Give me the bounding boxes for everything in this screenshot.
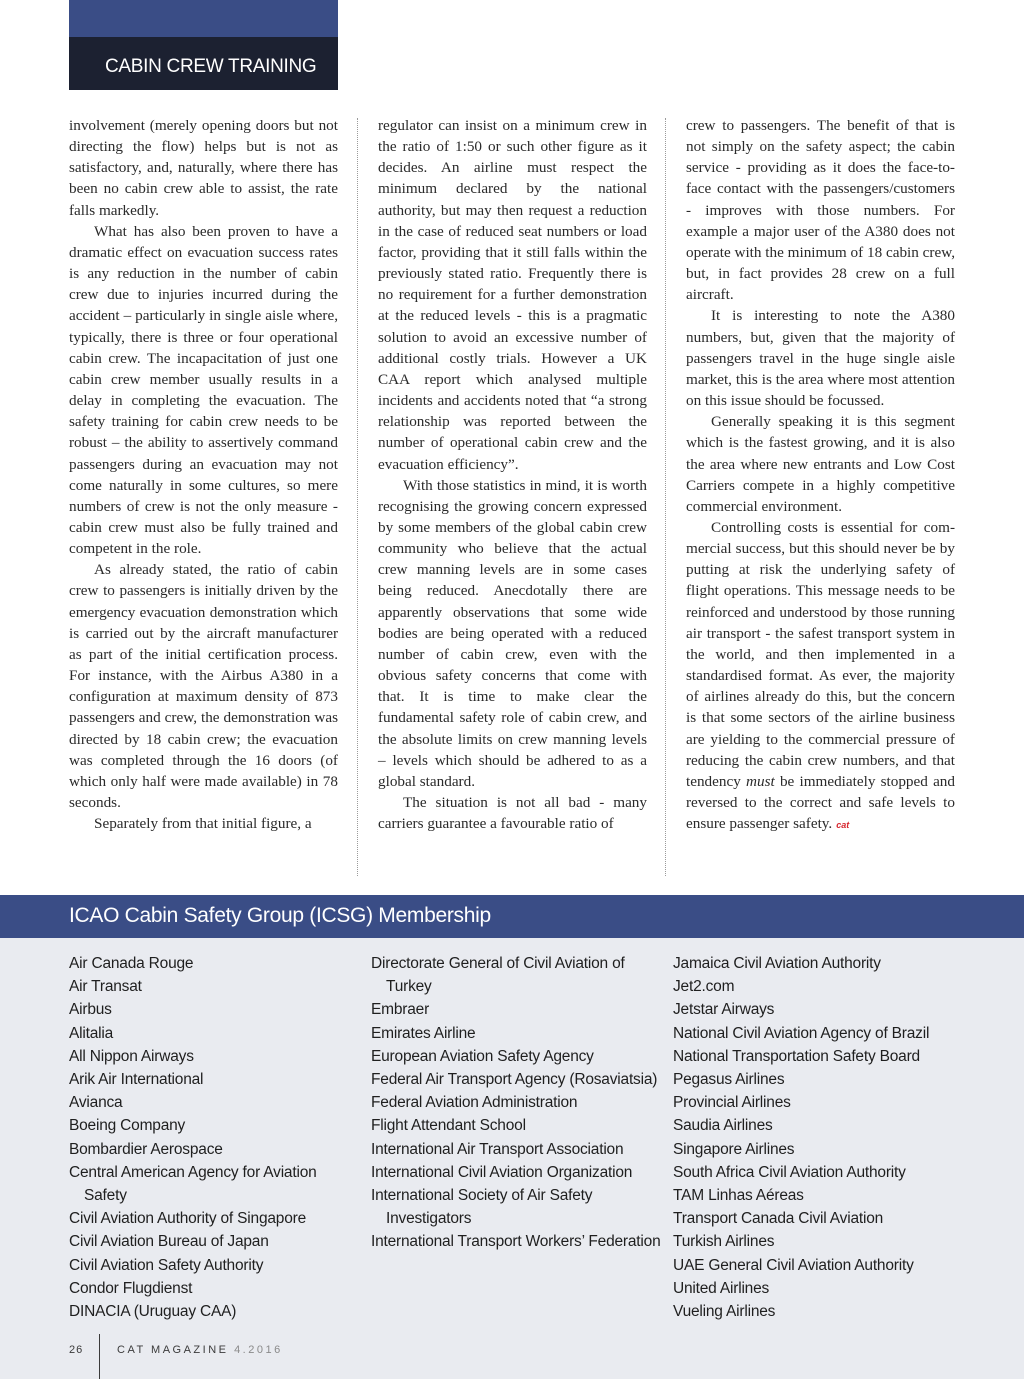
page-number: 26 <box>69 1344 84 1356</box>
list-item: Turkish Airlines <box>673 1233 775 1251</box>
membership-header <box>0 895 1024 938</box>
paragraph: crew to passengers. The benefit of that is not simply on the safety aspect; the cabin service - providing as it does the face-to-face contact with the passengers/customers - improves with those numbers. For example a major user of the A380 does not operate with the minimum of 18 cabin crew, but, in fact provides 28 crew on a full aircraft. <box>686 117 955 304</box>
list-item: Civil Aviation Safety Authority <box>69 1256 264 1274</box>
list-item: International Transport Workers’ Federation <box>371 1233 661 1251</box>
list-item: Provincial Airlines <box>673 1094 791 1112</box>
list-item: DINACIA (Uruguay CAA) <box>69 1303 237 1321</box>
list-item: Federal Aviation Administration <box>371 1094 578 1112</box>
list-item: Airbus <box>69 1001 112 1019</box>
list-item: Emirates Airline <box>371 1024 476 1042</box>
column-divider <box>665 118 666 876</box>
paragraph: The situation is not all bad - many carriers guarantee a favourable ratio of <box>378 794 647 833</box>
list-item: All Nippon Airways <box>69 1047 194 1065</box>
list-item: Alitalia <box>69 1024 114 1042</box>
list-item: Jamaica Civil Aviation Authority <box>673 955 881 972</box>
membership-title: ICAO Cabin Safety Group (ICSG) Membership <box>69 904 491 927</box>
list-item: Bombardier Aerospace <box>69 1140 223 1158</box>
list-item: Directorate General of Civil Aviation of Turkey <box>371 955 625 996</box>
membership-box <box>0 895 1024 1379</box>
membership-list-2 <box>371 952 661 1254</box>
list-item: Saudia Airlines <box>673 1117 773 1135</box>
list-item: Air Transat <box>69 978 142 996</box>
magazine-footer <box>117 1344 283 1356</box>
paragraph: Generally speaking it is this segment which is the fastest growing, and it is also the area where new entrants and Low Cost Carriers compete in a highly competitive commercial environment. <box>686 413 955 515</box>
paragraph: Separately from that initial figure, a <box>94 815 312 833</box>
emphasis-text: must <box>746 772 775 790</box>
list-item: Condor Flugdienst <box>69 1279 193 1297</box>
article-column-2 <box>378 115 647 834</box>
list-item: Jet2.com <box>673 978 735 996</box>
list-item: Embraer <box>371 1001 430 1019</box>
section-title: CABIN CREW TRAINING <box>105 56 317 77</box>
list-item: Central American Agency for Aviation Safety <box>69 1163 317 1205</box>
paragraph <box>686 517 955 836</box>
article-column-3 <box>686 115 955 836</box>
list-item: Jetstar Airways <box>673 1001 775 1019</box>
paragraph-text: Controlling costs is essential for commercial success, but this should never be by putting at risk the underlying safety of flight operations. This message needs to be reinforced and understood by those running air transport - the safest transport system in the world, and then implemented in a standardised format. As ever, the majority of airlines already do this, but the concern is that some sectors of the airline business are yielding to the commercial pressure of reducing the cabin crew numbers, and that tendency <box>686 518 955 790</box>
list-item: International Air Transport Association <box>371 1140 624 1158</box>
footer-divider <box>99 1334 100 1379</box>
list-item: Air Canada Rouge <box>69 955 194 972</box>
issue-number: 4.2016 <box>234 1344 283 1356</box>
section-header <box>69 0 338 90</box>
list-item: Avianca <box>69 1094 123 1112</box>
column-divider <box>357 118 358 876</box>
list-item: International Civil Aviation Organization <box>371 1163 633 1181</box>
paragraph: regulator can insist on a minimum crew in the ratio of 1:50 or such other figure as it decides. An airline must respect the minimum declared by the national authority, but may then request a reduction in the case of reduced seat numbers or load factor, providing that it still falls within the previously stated ratio. Frequently there is no requirement for a further demonstration at the reduced levels - this is a pragmatic solution to avoid an excessive number of additional costly trials. However a UK CAA report which analysed multiple incidents and accidents noted that “a strong relationship was reported between the number of operational cabin crew and the evacuation efficiency”. <box>378 117 647 473</box>
list-item: Federal Air Transport Agency (Rosaviatsia) <box>371 1071 658 1089</box>
paragraph: What has also been proven to have a dramatic effect on evacuation success rates is any reduction in the number of cabin crew due to injuries incurred during the accident – particularly in single aisle where, typically, there is three or four operational cabin crew. The incapacitation of just one cabin crew member usually results in a delay in completing the evacuation. The safety training for cabin crew needs to be robust – the ability to assertively command passengers during an evacuation may not come naturally in some cultures, so mere numbers of crew is not the only measure - cabin crew must also be fully trained and competent in the role. <box>69 222 338 558</box>
list-item: European Aviation Safety Agency <box>371 1047 594 1065</box>
paragraph-tail: be immediately stopped and reversed to the correct and safe levels to ensure passenger safety. <box>686 772 955 833</box>
list-item: Pegasus Airlines <box>673 1071 785 1089</box>
list-item: National Civil Aviation Agency of Brazil <box>673 1024 930 1042</box>
membership-list-3 <box>673 952 973 1323</box>
list-item: TAM Linhas Aéreas <box>673 1187 804 1205</box>
list-item: International Society of Air Safety Investigators <box>371 1187 593 1228</box>
list-item: Vueling Airlines <box>673 1303 776 1321</box>
paragraph: It is interesting to note the A380 numbers, but, given that the majority of passengers travel in the huge single aisle market, this is the area where most attention on this issue should be focussed. <box>686 307 955 410</box>
list-item: UAE General Civil Aviation Authority <box>673 1256 914 1274</box>
list-item: Flight Attendant School <box>371 1117 526 1135</box>
magazine-name: CAT MAGAZINE <box>117 1344 229 1356</box>
list-item: Boeing Company <box>69 1117 186 1135</box>
article-column-1 <box>69 115 338 834</box>
end-mark-icon: cat <box>836 820 850 831</box>
list-item: Transport Canada Civil Aviation <box>673 1210 884 1228</box>
membership-list-1 <box>69 952 354 1323</box>
paragraph: involvement (merely opening doors but not directing the flow) helps but is not as satisfactory, and, naturally, where there has been no cabin crew able to assist, the rate falls markedly. <box>69 117 338 219</box>
list-item: National Transportation Safety Board <box>673 1047 920 1065</box>
section-header-accent <box>69 0 338 37</box>
list-item: Civil Aviation Authority of Singapore <box>69 1210 307 1228</box>
list-item: Arik Air International <box>69 1071 204 1089</box>
paragraph: With those statistics in mind, it is worth recognising the growing concern expressed by some members of the global cabin crew community who believe that the actual crew manning levels are in some cases being reduced. Anecdotally there are apparently observations that some wide bodies are being operated with a reduced number of cabin crew, even with the obvious safety concerns that come with that. It is time to make clear the fundamental safety role of cabin crew, and the absolute limits on crew manning levels – levels which should be adhered to as a global standard. <box>378 476 647 790</box>
paragraph: As already stated, the ratio of cabin crew to passengers is initially driven by the emergency evacuation demonstration which is carried out by the aircraft manufacturer as part of the initial certification process. For instance, with the Airbus A380 in a configuration at maximum density of 873 passengers and crew, the demonstration was directed by 18 cabin crew; the evacuation was completed through the 16 doors (of which only half were made available) in 78 seconds. <box>69 561 338 811</box>
list-item: Singapore Airlines <box>673 1140 795 1158</box>
list-item: United Airlines <box>673 1279 770 1297</box>
list-item: Civil Aviation Bureau of Japan <box>69 1233 269 1251</box>
list-item: South Africa Civil Aviation Authority <box>673 1163 906 1181</box>
